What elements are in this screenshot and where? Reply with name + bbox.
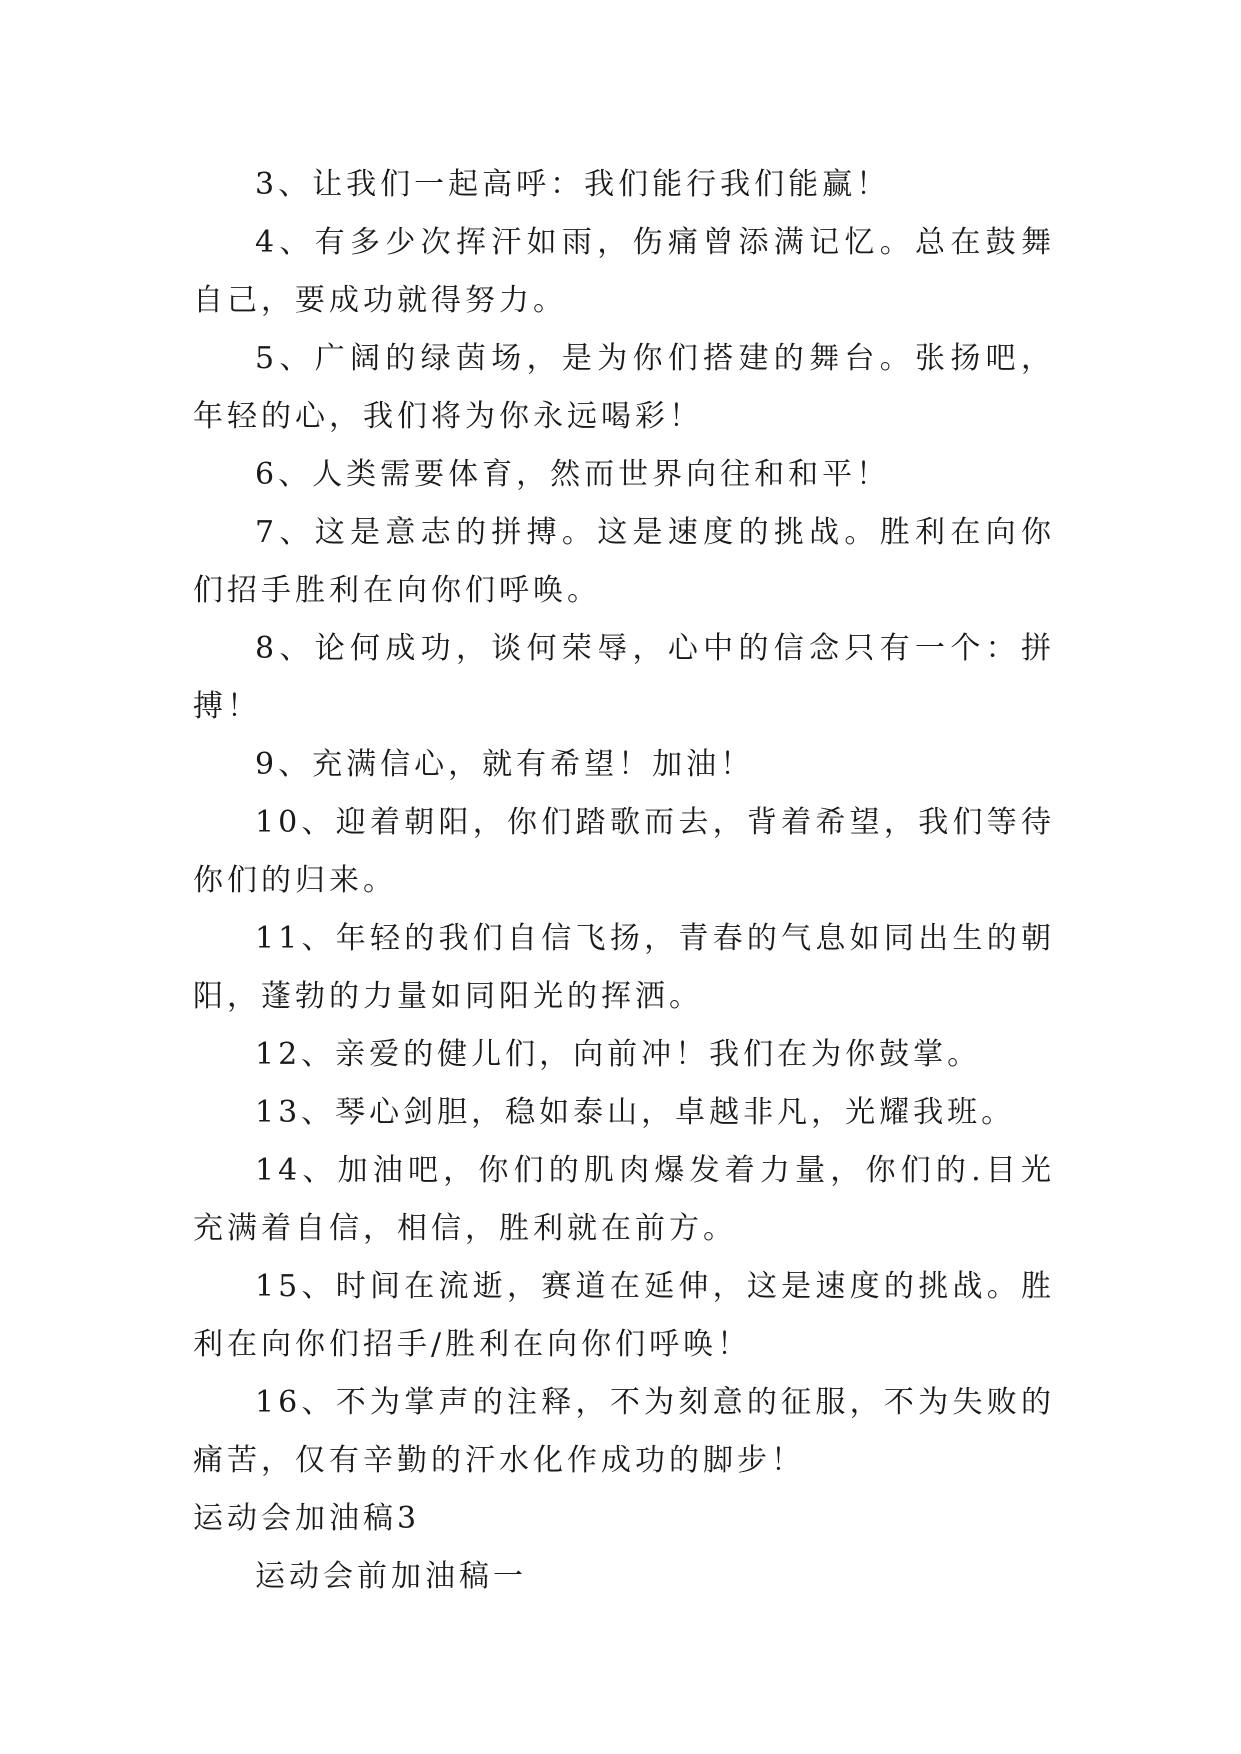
paragraph-14: 14、加油吧，你们的肌肉爆发着力量，你们的.目光充满着自信，相信，胜利就在前方。 (193, 1153, 1055, 1246)
paragraph-10: 10、迎着朝阳，你们踏歌而去，背着希望，我们等待你们的归来。 (193, 805, 1055, 898)
paragraph-8: 8、论何成功，谈何荣辱，心中的信念只有一个：拼搏！ (193, 631, 1055, 724)
paragraph-4: 4、有多少次挥汗如雨，伤痛曾添满记忆。总在鼓舞自己，要成功就得努力。 (193, 225, 1055, 318)
paragraph-6: 6、人类需要体育，然而世界向往和和平！ (255, 457, 891, 492)
paragraph-16: 16、不为掌声的注释，不为刻意的征服，不为失败的痛苦，仅有辛勤的汗水化作成功的脚步！ (193, 1385, 1055, 1478)
paragraph-7: 7、这是意志的拼搏。这是速度的挑战。胜利在向你们招手胜利在向你们呼唤。 (193, 515, 1055, 608)
paragraph-15: 15、时间在流逝，赛道在延伸，这是速度的挑战。胜利在向你们招手/胜利在向你们呼唤！ (193, 1269, 1055, 1362)
paragraph-3: 3、让我们一起高呼：我们能行我们能赢！ (255, 167, 891, 202)
paragraph-5: 5、广阔的绿茵场，是为你们搭建的舞台。张扬吧，年轻的心，我们将为你永远喝彩！ (193, 341, 1055, 434)
paragraph-12: 12、亲爱的健儿们，向前冲！我们在为你鼓掌。 (255, 1037, 982, 1072)
document-body (193, 156, 1055, 1606)
subheading: 运动会前加油稿一 (255, 1559, 527, 1594)
paragraph-13: 13、琴心剑胆，稳如泰山，卓越非凡，光耀我班。 (255, 1095, 1016, 1130)
paragraph-9: 9、充满信心，就有希望！加油！ (255, 747, 755, 782)
paragraph-11: 11、年轻的我们自信飞扬，青春的气息如同出生的朝阳，蓬勃的力量如同阳光的挥洒。 (193, 921, 1055, 1014)
section-heading: 运动会加油稿3 (193, 1501, 421, 1536)
